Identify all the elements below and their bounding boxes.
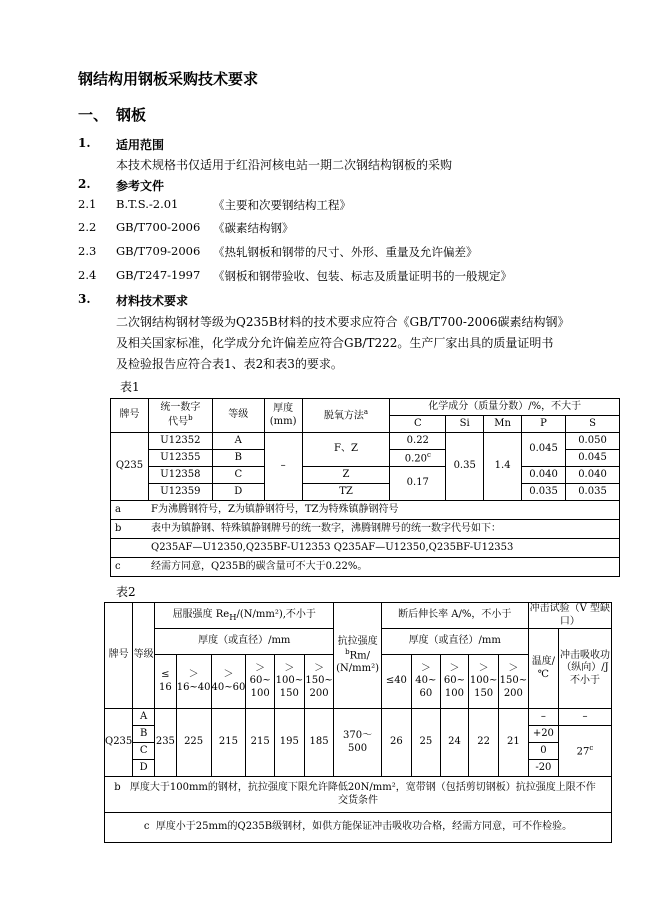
t2-header-yield: 屈服强度 $Re_H/(N/mm^2)$,不小于 bbox=[155, 603, 334, 629]
t1-s: 0.045 bbox=[566, 450, 620, 467]
t2-elong: 26 bbox=[381, 709, 411, 777]
t1-level: A bbox=[212, 433, 264, 450]
t1-grade: Q235 bbox=[111, 433, 149, 501]
ref-title: 《主要和次要钢结构工程》 bbox=[213, 198, 351, 212]
t2-yield-range: ＞60~ 100 bbox=[246, 655, 275, 709]
t1-header-si: Si bbox=[446, 416, 484, 433]
t1-note: Q235AF—U12350,Q235BF-U12353 Q235AF—U12350,Q235BF-U12353 bbox=[111, 539, 620, 558]
t2-tensile: 370～500 bbox=[334, 709, 381, 777]
t2-header-thickness: 厚度（或直径）/mm bbox=[381, 629, 528, 655]
t2-yield: 195 bbox=[274, 709, 304, 777]
t2-level: D bbox=[133, 760, 155, 777]
t2-yield-range: ＞ 100~ 150 bbox=[274, 655, 304, 709]
section-title: 钢板 bbox=[116, 106, 147, 124]
subsection-1-number: 1. bbox=[78, 136, 91, 150]
t2-temp: – bbox=[528, 709, 558, 726]
t1-code: U12359 bbox=[148, 484, 212, 501]
subsection-3-title: 材料技术要求 bbox=[116, 294, 189, 308]
t2-grade: Q235 bbox=[105, 709, 133, 777]
t1-deox: TZ bbox=[302, 484, 390, 501]
t1-s: 0.040 bbox=[566, 467, 620, 484]
t1-thickness: – bbox=[264, 433, 302, 501]
t1-c: 0.22 bbox=[390, 433, 446, 450]
t1-deox: Z bbox=[302, 467, 390, 484]
ref-num: 2.3 bbox=[78, 244, 97, 258]
t1-note: a F为沸腾钢符号，Z为镇静钢符号，TZ为特殊镇静钢符号 bbox=[111, 501, 620, 520]
ref-num: 2.1 bbox=[78, 197, 97, 211]
t2-yield: 225 bbox=[176, 709, 211, 777]
t2-elong: 25 bbox=[412, 709, 441, 777]
subsection-3-number: 3. bbox=[78, 292, 91, 306]
t2-elong-range: ＞60~ 100 bbox=[440, 655, 469, 709]
t1-note: b 表中为镇静钢、特殊镇静钢牌号的统一数字，沸腾钢牌号的统一数字代号如下： bbox=[111, 520, 620, 539]
t1-c: 0.20$^c$ bbox=[390, 450, 446, 467]
t2-yield-range: ＞ 16~40 bbox=[176, 655, 211, 709]
ref-num: 2.2 bbox=[78, 220, 97, 234]
requirement-text: 二次钢结构钢材等级为Q235B材料的技术要求应符合《GB/T700-2006碳素结构钢》 bbox=[116, 315, 570, 329]
t1-header-code: 统一数字 代号$^b$ bbox=[148, 399, 212, 433]
t1-header-grade: 牌号 bbox=[111, 399, 149, 433]
t2-header-temp: 温度/℃ bbox=[528, 629, 558, 709]
ref-num: 2.4 bbox=[78, 268, 97, 282]
t1-p: 0.045 bbox=[522, 433, 566, 467]
t2-yield-range: ＞ 150~ 200 bbox=[304, 655, 334, 709]
requirement-text: 及相关国家标准，化学成分允许偏差应符合GB/T222。生产厂家出具的质量证明书 bbox=[116, 336, 554, 350]
t1-level: B bbox=[212, 450, 264, 467]
t2-temp: +20 bbox=[528, 726, 558, 743]
document-title: 钢结构用钢板采购技术要求 bbox=[78, 70, 259, 88]
t2-yield: 235 bbox=[155, 709, 177, 777]
t2-yield-range: ≤ 16 bbox=[155, 655, 177, 709]
t1-header-c: C bbox=[390, 416, 446, 433]
ref-code: B.T.S.-2.01 bbox=[116, 197, 179, 211]
t2-header-level: 等级 bbox=[133, 603, 155, 709]
t2-energy: 27$^c$ bbox=[559, 726, 612, 777]
t2-elong: 22 bbox=[469, 709, 499, 777]
t1-header-chem: 化学成分（质量分数）/%，不大于 bbox=[390, 399, 620, 416]
t2-temp: -20 bbox=[528, 760, 558, 777]
t2-yield-range: ＞ 40~60 bbox=[211, 655, 246, 709]
t2-elong-range: ＞40~ 60 bbox=[412, 655, 441, 709]
t1-s: 0.035 bbox=[566, 484, 620, 501]
t2-header-thickness: 厚度（或直径）/mm bbox=[155, 629, 334, 655]
table1-caption: 表1 bbox=[120, 380, 140, 394]
t2-header-impact: 冲击试验（V 型缺口） bbox=[529, 603, 611, 627]
t2-level: A bbox=[133, 709, 155, 726]
t1-s: 0.050 bbox=[566, 433, 620, 450]
t2-note: c 厚度小于25mm的Q235B级钢材，如供方能保证冲击吸收功合格，经需方同意，可不作检验。 bbox=[105, 813, 612, 843]
t1-code: U12355 bbox=[148, 450, 212, 467]
t2-header-tensile: 抗拉强度 $^b$Rm/ (N/mm²) bbox=[334, 603, 381, 709]
t2-yield: 185 bbox=[304, 709, 334, 777]
table2 bbox=[104, 602, 612, 843]
ref-code: GB/T247-1997 bbox=[116, 268, 201, 282]
t1-code: U12352 bbox=[148, 433, 212, 450]
requirement-text: 及检验报告应符合表1、表2和表3的要求。 bbox=[116, 357, 343, 371]
t2-header-energy: 冲击吸收功（纵向）/J 不小于 bbox=[559, 629, 612, 709]
scope-text: 本技术规格书仅适用于红沿河核电站一期二次钢结构钢板的采购 bbox=[116, 158, 453, 172]
t1-mn: 1.4 bbox=[484, 433, 522, 501]
t2-elong: 21 bbox=[499, 709, 529, 777]
t2-elong-range: ＞ 100~ 150 bbox=[469, 655, 499, 709]
t1-c: 0.17 bbox=[390, 467, 446, 501]
table2-caption: 表2 bbox=[116, 585, 136, 599]
t1-p: 0.035 bbox=[522, 484, 566, 501]
t2-elong: 24 bbox=[440, 709, 469, 777]
ref-title: 《钢板和钢带验收、包装、标志及质量证明书的一般规定》 bbox=[213, 269, 512, 283]
subsection-1-title: 适用范围 bbox=[116, 138, 165, 152]
t2-header-grade: 牌号 bbox=[105, 603, 133, 709]
t2-level: B bbox=[133, 726, 155, 743]
section-number: 一、 bbox=[78, 106, 109, 124]
table1 bbox=[110, 398, 620, 577]
t2-level: C bbox=[133, 743, 155, 760]
t1-level: D bbox=[212, 484, 264, 501]
t1-header-p: P bbox=[522, 416, 566, 433]
t2-elong-range: ＞ 150~ 200 bbox=[499, 655, 529, 709]
ref-code: GB/T709-2006 bbox=[116, 244, 201, 258]
t2-yield: 215 bbox=[246, 709, 275, 777]
t2-temp: 0 bbox=[528, 743, 558, 760]
subsection-2-number: 2. bbox=[78, 177, 91, 191]
t1-level: C bbox=[212, 467, 264, 484]
t1-note: c 经需方同意，Q235B的碳含量可不大于0.22%。 bbox=[111, 558, 620, 577]
t2-energy: – bbox=[559, 709, 612, 726]
t2-note: b 厚度大于100mm的钢材，抗拉强度下限允许降低20N/mm²，宽带钢（包括剪切钢板）抗拉强度上限不作 交货条件 bbox=[105, 777, 612, 813]
t1-header-deox: 脱氧方法$^a$ bbox=[302, 399, 390, 433]
t2-yield: 215 bbox=[211, 709, 246, 777]
ref-title: 《热轧钢板和钢带的尺寸、外形、重量及允许偏差》 bbox=[213, 245, 478, 259]
t1-deox: F、Z bbox=[302, 433, 390, 467]
t1-p: 0.040 bbox=[522, 467, 566, 484]
t1-header-thickness: 厚度 (mm) bbox=[264, 399, 302, 433]
t2-header-elongation: 断后伸长率 A/%，不小于 bbox=[381, 603, 528, 629]
ref-code: GB/T700-2006 bbox=[116, 220, 201, 234]
t1-header-mn: Mn bbox=[484, 416, 522, 433]
t1-code: U12358 bbox=[148, 467, 212, 484]
t1-header-s: S bbox=[566, 416, 620, 433]
ref-title: 《碳素结构钢》 bbox=[213, 221, 294, 235]
t2-elong-range: ≤40 bbox=[381, 655, 411, 709]
t1-si: 0.35 bbox=[446, 433, 484, 501]
t1-header-level: 等级 bbox=[212, 399, 264, 433]
subsection-2-title: 参考文件 bbox=[116, 179, 165, 193]
